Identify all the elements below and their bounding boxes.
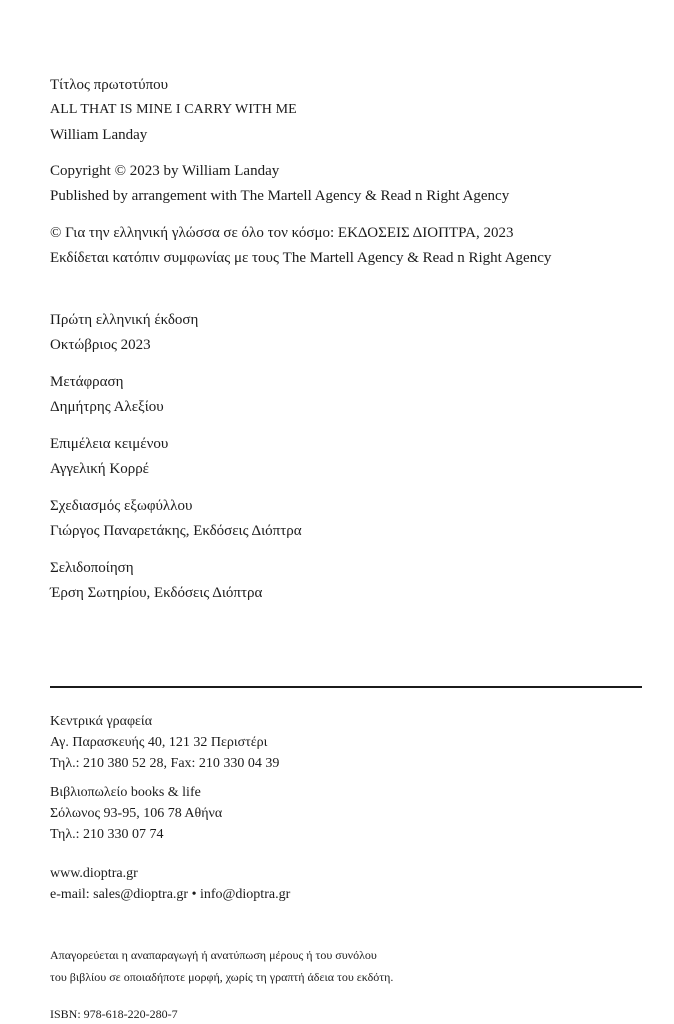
isbn: ISBN: 978-618-220-280-7 bbox=[50, 1007, 178, 1021]
credit-role: Επιμέλεια κειμένου bbox=[50, 436, 169, 452]
notice-line: του βιβλίου σε οποιαδήποτε μορφή, χωρίς τη γραπτή άδεια του εκδότη. bbox=[50, 970, 394, 984]
bookstore-address: Σόλωνος 93-95, 106 78 Αθήνα bbox=[50, 806, 223, 821]
head-office-address: Αγ. Παρασκευής 40, 121 32 Περιστέρι bbox=[50, 735, 268, 750]
arrangement-line: Published by arrangement with The Martell Agency & Read n Right Agency bbox=[50, 188, 510, 204]
edition-date: Οκτώβριος 2023 bbox=[50, 337, 151, 353]
author-name: William Landay bbox=[50, 127, 148, 143]
head-office-title: Κεντρικά γραφεία bbox=[50, 714, 153, 729]
credit-role: Σελιδοποίηση bbox=[50, 560, 134, 576]
credit-name: Έρση Σωτηρίου, Εκδόσεις Διόπτρα bbox=[50, 585, 263, 601]
original-title-label: Τίτλος πρωτοτύπου bbox=[50, 77, 169, 93]
email-line[interactable]: e-mail: sales@dioptra.gr • info@dioptra.gr bbox=[50, 887, 291, 902]
notice-line: Απαγορεύεται η αναπαραγωγή ή ανατύπωση μέρους ή του συνόλου bbox=[50, 948, 377, 962]
credit-name: Γιώργος Παναρετάκης, Εκδόσεις Διόπτρα bbox=[50, 523, 302, 539]
edition-label: Πρώτη ελληνική έκδοση bbox=[50, 312, 199, 328]
bookstore-phone: Τηλ.: 210 330 07 74 bbox=[50, 827, 164, 842]
credit-role: Μετάφραση bbox=[50, 374, 124, 390]
credit-name: Αγγελική Κορρέ bbox=[50, 461, 149, 477]
bookstore-title: Βιβλιοπωλείο books & life bbox=[50, 785, 201, 800]
greek-rights-line: © Για την ελληνική γλώσσα σε όλο τον κόσμο: ΕΚΔΟΣΕΙΣ ΔΙΟΠΤΡΑ, 2023 bbox=[50, 225, 514, 241]
greek-agreement-line: Εκδίδεται κατόπιν συμφωνίας με τους The Martell Agency & Read n Right Agency bbox=[50, 250, 552, 266]
copyright-line: Copyright © 2023 by William Landay bbox=[50, 163, 280, 179]
original-title: ALL THAT IS MINE I CARRY WITH ME bbox=[50, 102, 297, 117]
head-office-phone: Τηλ.: 210 380 52 28, Fax: 210 330 04 39 bbox=[50, 756, 280, 771]
website-link[interactable]: www.dioptra.gr bbox=[50, 866, 138, 881]
credit-name: Δημήτρης Αλεξίου bbox=[50, 399, 164, 415]
credit-role: Σχεδιασμός εξωφύλλου bbox=[50, 498, 193, 514]
divider bbox=[50, 686, 642, 688]
